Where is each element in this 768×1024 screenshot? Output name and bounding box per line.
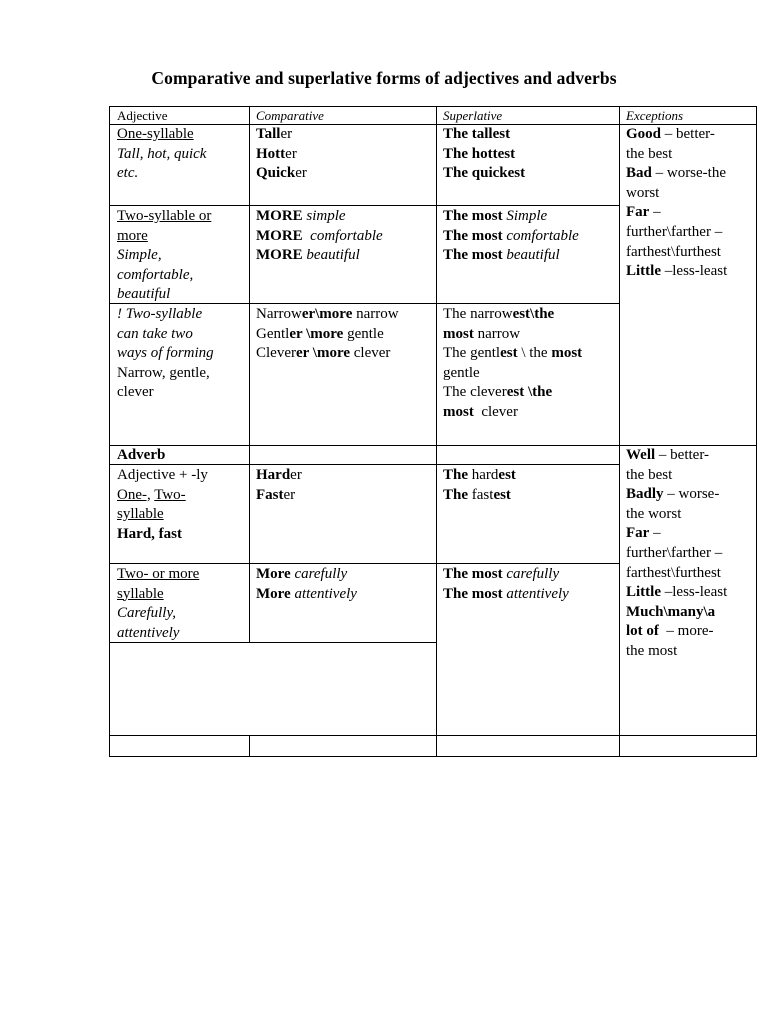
form-line: Quicker xyxy=(256,165,307,182)
form-line: MORE beautiful xyxy=(256,247,360,264)
table-border xyxy=(756,106,757,757)
form-line: The most beautiful xyxy=(443,247,560,264)
rule-note: ! Two-syllable xyxy=(117,306,203,322)
exception-line: Little –less-least xyxy=(626,584,728,601)
adverb-ly-superlative xyxy=(443,466,516,505)
form-line: The most comfortable xyxy=(443,227,579,244)
header-exceptions: Exceptions xyxy=(626,108,684,123)
form-line: MORE comfortable xyxy=(256,227,383,244)
form-line: The hottest xyxy=(443,145,516,162)
exception-line: Far – xyxy=(626,204,661,221)
two-ways-comparative xyxy=(256,305,399,364)
header-adjective: Adjective xyxy=(117,108,168,123)
one-syllable-rule xyxy=(117,125,206,184)
exception-line: further\farther – xyxy=(626,544,723,561)
form-line: The cleverest \the xyxy=(443,384,553,401)
exception-line: the best xyxy=(626,145,673,162)
table-border xyxy=(249,735,250,757)
adverb-two-or-more-comparative xyxy=(256,565,357,604)
two-syllable-comparative xyxy=(256,207,383,266)
rule-examples: Hard, fast xyxy=(117,525,182,542)
form-line: Harder xyxy=(256,467,302,483)
table-border xyxy=(109,563,619,564)
form-line: gentle xyxy=(443,364,480,381)
table-border xyxy=(109,205,619,206)
adverb-ly-comparative xyxy=(256,466,302,505)
exception-line: Bad – worse-the xyxy=(626,165,727,182)
adverb-two-or-more-rule xyxy=(117,565,199,643)
exception-line: Good – better- xyxy=(626,126,715,142)
form-line: More attentively xyxy=(256,585,357,602)
form-line: Taller xyxy=(256,126,293,142)
rule-note: can take two xyxy=(117,325,193,342)
exception-line: the best xyxy=(626,466,673,483)
exceptions-adverbs xyxy=(626,446,727,662)
form-line: MORE simple xyxy=(256,208,346,224)
form-line: most narrow xyxy=(443,325,521,342)
exception-line: Far – xyxy=(626,525,661,542)
rule-label: Adjective + -ly xyxy=(117,467,208,483)
rule-examples: comfortable, xyxy=(117,266,194,283)
exception-line: worst xyxy=(626,184,660,201)
form-line: Gentler \more gentle xyxy=(256,325,384,342)
one-syllable-superlative xyxy=(443,125,525,184)
table-border xyxy=(109,106,110,757)
table-border xyxy=(619,106,620,757)
two-syllable-rule xyxy=(117,207,211,305)
form-line: Hotter xyxy=(256,145,297,162)
exception-line: Badly – worse- xyxy=(626,486,720,503)
form-line: More carefully xyxy=(256,566,348,582)
form-line: The gentlest \ the most xyxy=(443,345,583,362)
rule-label: Two-syllable or xyxy=(117,208,212,224)
document-title: Comparative and superlative forms of adjectives and adverbs xyxy=(151,68,617,88)
rule-examples: Tall, hot, quick xyxy=(117,145,207,162)
rule-label: Two- or more xyxy=(117,566,200,582)
exception-line: Much\many\a xyxy=(626,603,716,620)
rule-examples: attentively xyxy=(117,624,180,641)
rule-examples: etc. xyxy=(117,165,139,182)
form-line: The hardest xyxy=(443,467,516,483)
table-border xyxy=(109,735,757,736)
table-border xyxy=(109,464,619,465)
rule-examples: Narrow, gentle, xyxy=(117,364,210,381)
exception-line: lot of – more- xyxy=(626,623,714,640)
form-line: The most attentively xyxy=(443,585,569,602)
form-line: Narrower\more narrow xyxy=(256,306,399,322)
form-line: The narrowest\the xyxy=(443,306,555,322)
rule-examples: Simple, xyxy=(117,247,162,264)
two-ways-rule xyxy=(117,305,214,403)
rule-examples: clever xyxy=(117,384,154,401)
rule-label: One-, Two- xyxy=(117,486,186,503)
rule-label: more xyxy=(117,227,148,244)
form-line: The fastest xyxy=(443,486,511,503)
table-border xyxy=(109,756,757,757)
rule-examples: Carefully, xyxy=(117,605,177,622)
rule-note: ways of forming xyxy=(117,345,214,362)
form-line: The tallest xyxy=(443,126,511,142)
exception-line: farthest\furthest xyxy=(626,564,721,581)
rule-examples: beautiful xyxy=(117,286,171,303)
adverb-header: Adverb xyxy=(117,447,166,463)
table-border xyxy=(436,106,437,757)
exception-line: Well – better- xyxy=(626,447,710,463)
table-border xyxy=(109,106,757,107)
exception-line: further\farther – xyxy=(626,223,723,240)
exceptions-adjectives xyxy=(626,125,727,282)
two-ways-superlative xyxy=(443,305,582,423)
adverb-two-or-more-superlative xyxy=(443,565,569,604)
form-line: The most Simple xyxy=(443,208,548,224)
rule-label: syllable xyxy=(117,585,164,602)
form-line: most clever xyxy=(443,403,518,420)
exception-line: Little –less-least xyxy=(626,263,728,280)
one-syllable-comparative xyxy=(256,125,307,184)
header-superlative: Superlative xyxy=(443,108,503,123)
rule-label: syllable xyxy=(117,506,164,523)
exception-line: the most xyxy=(626,642,678,659)
form-line: The most carefully xyxy=(443,566,560,582)
form-line: Faster xyxy=(256,486,296,503)
adverb-ly-rule xyxy=(117,466,208,544)
rule-label: One-syllable xyxy=(117,126,194,142)
exception-line: the worst xyxy=(626,505,682,522)
form-line: Cleverer \more clever xyxy=(256,345,391,362)
two-syllable-superlative xyxy=(443,207,579,266)
exception-line: farthest\furthest xyxy=(626,243,721,260)
header-comparative: Comparative xyxy=(256,108,324,123)
form-line: The quickest xyxy=(443,165,526,182)
